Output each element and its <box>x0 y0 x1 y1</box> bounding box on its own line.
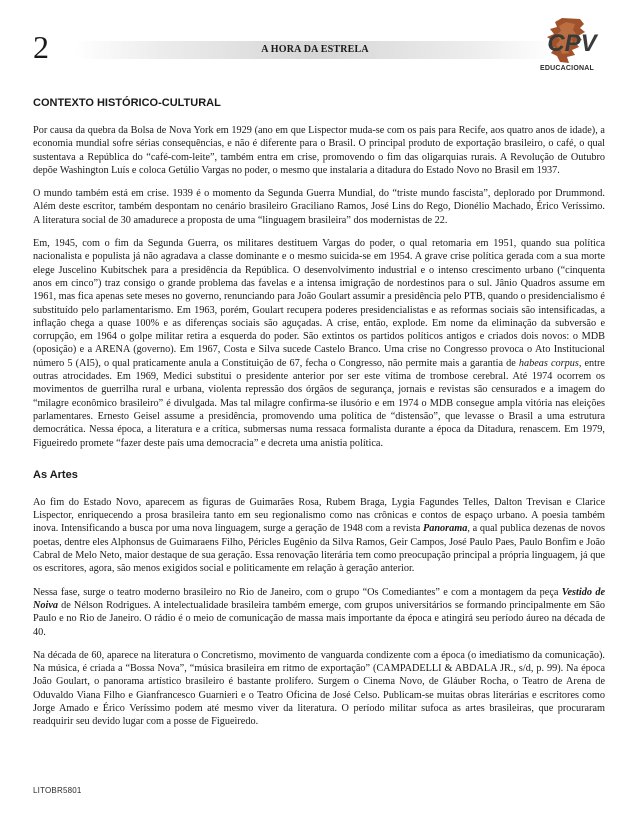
footer-code: LITOBR5801 <box>33 786 82 795</box>
main-content <box>33 96 605 739</box>
section-arts <box>33 468 605 729</box>
paragraph <box>33 237 605 450</box>
emphasis-text: Vestido de Noiva <box>33 586 606 611</box>
section-heading: As Artes <box>33 468 78 481</box>
section-heading: CONTEXTO HISTÓRICO-CULTURAL <box>33 97 221 109</box>
header-title: A HORA DA ESTRELA <box>261 44 369 55</box>
emphasis-text: Panorama <box>422 523 468 535</box>
text-run: Na década de 60, aparece na literatura o Concretismo, movimento de vanguarda condizente com a época (o imediatismo da comunicação). Na música, é criada a “Bossa Nova”, “música brasileira em ritmo de exportação” (CAMPADELLI & ABDALA JR., s/d, p. 99). Na época João Goulart, o panorama artístico brasileiro é bastante prolífero. Surgem o Cinema Novo, de Gláuber Rocha, o Teatro de Arena de Oduvaldo Viana Filho e Gianfrancesco Guarnieri e o Teatro Oficina de José Celso. Publicam-se muitas obras literárias e escritores como Jorge Amado e Érico Veríssimo podem até mesmo viver da literatura. O período militar sufoca as artes brasileiras, que procuraram readquirir seu devido lugar com a posse de Figueiredo. <box>33 649 605 728</box>
text-run: Ao fim do Estado Novo, aparecem as figuras de Guimarães Rosa, Rubem Braga, Lygia Fagundes Telles, Dalton Trevisan e Clarice Lispector, enriquecendo a prosa brasileira tanto em seu regionalismo como nas crônicas e contos de espaço urbano. A poesia também inova. Intensificando a busca por uma nova linguagem, surge a geração de 1948 com a revista <box>33 496 605 535</box>
page-header <box>0 0 638 85</box>
section-historical-context <box>33 96 605 450</box>
svg-text:CPV: CPV <box>547 30 597 57</box>
text-run: Nessa fase, surge o teatro moderno brasileiro no Rio de Janeiro, com o grupo “Os Comediantes” e com a montagem da peça <box>33 586 562 598</box>
text-run: de Nélson Rodrigues. A intelectualidade brasileira também emerge, com grupos universitários se formando principalmente em São Paulo e no Rio de Janeiro. O rádio é o meio de comunicação de massa mais importante da época e atingirá seu período áureo na década de 40. <box>33 599 605 638</box>
cpv-logo <box>522 16 612 78</box>
paragraph <box>33 586 605 639</box>
logo-subtitle: EDUCACIONAL <box>540 65 594 72</box>
paragraph <box>33 496 605 576</box>
cpv-logo-icon <box>522 16 612 66</box>
paragraph <box>33 649 605 729</box>
header-bar <box>75 41 555 59</box>
paragraph <box>33 187 605 227</box>
text-run: Em, 1945, com o fim da Segunda Guerra, os militares destituem Vargas do poder, o qual retomaria em 1951, quando sua política nacionalista e populista já não agradava a classe dominante e o mesmo suicida-se em 1954. A grave crise política gerada com a sua morte elege Juscelino Kubitschek para a presidência da República. O desenvolvimento industrial e o intenso crescimento urbano (“cinquenta anos em cinco”) traz consigo o grande problema das favelas e a intensa imigração de nordestinos para o sul. Jânio Quadros assume em 1961, mas fica apenas sete meses no governo, renunciando para João Goulart assumir a presidência pelo PTB, quando o presidencialismo é substituído pelo parlamentarismo. Em 1963, porém, Goulart recupera poderes presidencialistas e as reformas sociais são intensificadas, a inflação chega a quase 100% e as diferenças sociais são aguçadas. A crise, então, explode. Em nome da eliminação da subversão e corrupção, em 1964 o golpe militar retira a esquerda do poder. São extintos os partidos políticos antigos e criados dois novos: o MDB (oposição) e a ARENA (governo). Em 1967, Costa e Silva sucede Castelo Branco. Uma crise no Congresso provoca o Ato Institucional número 5 (AI5), o qual praticamente anula a Constituição de 67, fecha o Congresso, não permite mais a garantia de <box>33 238 605 369</box>
text-run: , a qual publica dezenas de novos poetas, dentre eles Alphonsus de Guimaraens Filho, Péricles Eugênio da Silva Ramos, Geir Campos, José Paulo Paes, Paulo Bonfim e João Cabral de Melo Neto, maior destaque de sua geração. Essa renovação literária tem como preocupação principal a própria linguagem, já que os escritores, agora, são menos exigidos social e politicamente em relação à geração anterior. <box>33 523 605 575</box>
text-run: O mundo também está em crise. 1939 é o momento da Segunda Guerra Mundial, do “triste mundo fascista”, deplorado por Drummond. Além deste escritor, também despontam no cenário brasileiro Graciliano Ramos, José Lins do Rego, Dionélio Machado, Érico Veríssimo. A literatura social de 30 amadurece a proposta de uma “linguagem brasileira” dos modernistas de 22. <box>33 188 605 226</box>
page-number: 2 <box>33 29 49 65</box>
paragraph <box>33 124 605 177</box>
text-run: Por causa da quebra da Bolsa de Nova York em 1929 (ano em que Lispector muda-se com os pais para Recife, aos quatro anos de idade), a economia mundial sofre sérias consequências, e não é diferente para o Brasil. O principal produto de exportação brasileiro, o café, o qual sustentava a República do “café-com-leite”, também entra em crise, promovendo o fim das oligarquias rurais. A Revolução de Outubro depõe Washington Luís e coloca Getúlio Vargas no poder, o mesmo que instalaria a ditadura do Estado Novo no Brasil em 1937. <box>33 125 605 176</box>
text-run: , entre outras atrocidades. Em 1969, Medici substitui o presidente anterior por ser este vítima de trombose cerebral. Até 1974 ocorrem os movimentos de guerrilha rural e urbana, violenta repressão dos órgãos de segurança, jornais e revistas são censurados e a imagem do “milagre econômico brasileiro” é divulgada. Mas tal milagre confirma-se ilusório e em 1974 o MDB consegue ampla vitória nas eleições parlamentares. Ernesto Geisel assume a presidência, promovendo uma política de “distensão”, que levasse o Brasil a uma estrutura democrática. Nessa época, a literatura e a crítica, submersas numa ressaca formalista durante a época da Ditadura, renascem. Em 1979, Figueiredo promete “fazer deste país uma democracia” e decreta uma anistia política. <box>33 357 605 449</box>
emphasis-text: habeas corpus <box>518 357 579 369</box>
